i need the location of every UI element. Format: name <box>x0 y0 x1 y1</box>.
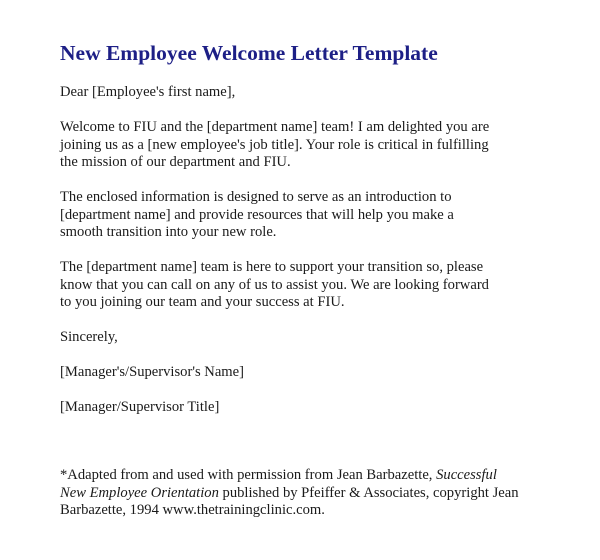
signature-title-block <box>60 399 590 417</box>
paragraph-line: smooth transition into your new role. <box>60 224 277 240</box>
paragraph-line: joining us as a [new employee's job title]. Your role is critical in fulfilling <box>60 136 489 153</box>
footnote-line <box>60 467 590 485</box>
footnote-text: published by Pfeiffer & Associates, copyright Jean <box>218 484 519 501</box>
letter-body <box>60 84 590 434</box>
paragraph-support <box>60 259 590 312</box>
salutation <box>60 84 590 102</box>
paragraph-line: The enclosed information is designed to serve as an introduction to <box>60 189 452 205</box>
paragraph-welcome <box>60 119 590 172</box>
footnote-line <box>60 485 590 503</box>
paragraph-line: the mission of our department and FIU. <box>60 154 291 170</box>
closing-text: Sincerely, <box>60 329 118 345</box>
footnote-text: *Adapted from and used with permission from Jean Barbazette, <box>60 467 437 483</box>
book-title-part: Successful <box>436 467 497 483</box>
attribution-footnote <box>60 467 590 520</box>
footnote-line: Barbazette, 1994 www.thetrainingclinic.com. <box>60 502 325 518</box>
letter-title: New Employee Welcome Letter Template <box>60 41 438 65</box>
signature-name-block <box>60 364 590 382</box>
closing <box>60 329 590 347</box>
salutation-text: Dear [Employee's first name], <box>60 84 236 100</box>
paragraph-line: know that you can call on any of us to assist you. We are looking forward <box>60 276 489 293</box>
paragraph-line: to you joining our team and your success at FIU. <box>60 294 345 310</box>
paragraph-line: Welcome to FIU and the [department name] team! I am delighted you are <box>60 119 490 135</box>
signature-title: [Manager/Supervisor Title] <box>60 399 220 415</box>
paragraph-line: [department name] and provide resources that will help you make a <box>60 206 454 223</box>
book-title-part: New Employee Orientation <box>60 484 219 501</box>
paragraph-enclosed-info <box>60 189 590 242</box>
paragraph-line: The [department name] team is here to support your transition so, please <box>60 259 484 275</box>
signature-name: [Manager's/Supervisor's Name] <box>60 364 244 380</box>
